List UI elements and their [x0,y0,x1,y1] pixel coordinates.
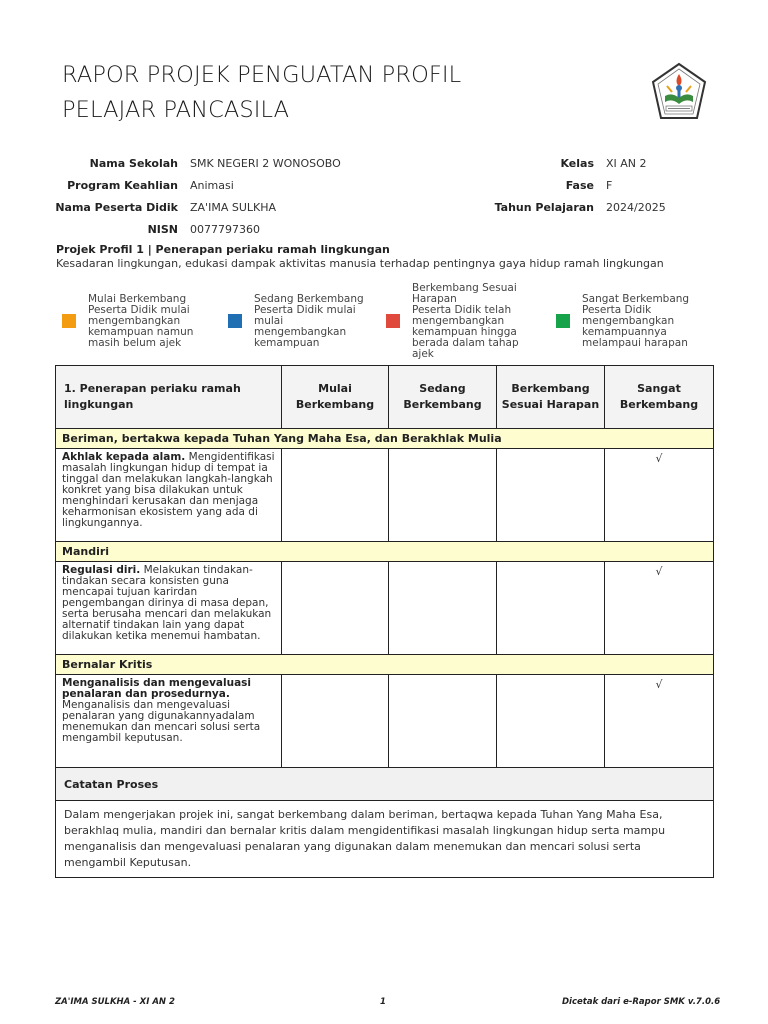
label-school: Nama Sekolah [89,156,178,170]
header-sangat: Sangat Berkembang [605,366,714,429]
label-class: Kelas [560,156,594,170]
info-row-school [40,152,341,174]
projek-title: Projek Profil 1 | Penerapan periaku ramah lingkungan [56,243,390,256]
cell-mulai [282,562,389,655]
cell-sesuai [497,562,605,655]
info-row-student [40,196,341,218]
label-nisn: NISN [147,222,178,236]
info-row-nisn [40,218,341,240]
school-logo-icon [650,62,708,124]
legend-swatch-red [386,314,400,328]
info-left [40,152,341,240]
cell-sesuai [497,675,605,768]
check-mark: √ [605,562,714,655]
value-phase: F [606,178,613,192]
value-nisn: 0077797360 [190,222,260,236]
catatan-text: Dalam mengerjakan projek ini, sangat berkembang dalam beriman, bertaqwa kepada Tuhan Yang Maha Esa, berakhlaq mulia, mandiri dan bernalar kritis dalam mengidentifikasi masalah lingkungan hidup serta mampu menganalisis dan mengevaluasi penalaran yang digunakan dalam menemukan dan mencari solusi serta mengambil Keputusan. [56,801,714,878]
value-year: 2024/2025 [606,200,666,214]
legend-swatch-orange [62,314,76,328]
legend-swatch-blue [228,314,242,328]
value-student: ZA'IMA SULKHA [190,200,277,214]
element-title: Regulasi diri. [62,564,141,576]
element-text: Melakukan tindakan-tindakan secara konsisten guna mencapai tujuan karirdan pengembangan dirinya di masa depan, serta berusaha mencari dan melakukan alternatif tindakan lain yang dapat dilakukan ketika menemui hambatan. [62,564,272,642]
dimension-name: Bernalar Kritis [56,655,714,675]
cell-sesuai [497,449,605,542]
element-description [56,675,282,768]
dimension-name: Beriman, bertakwa kepada Tuhan Yang Maha Esa, dan Berakhlak Mulia [56,429,714,449]
info-row-program [40,174,341,196]
check-mark: √ [605,449,714,542]
value-school: SMK NEGERI 2 WONOSOBO [190,156,341,170]
footer-printed-by: Dicetak dari e-Rapor SMK v.7.0.6 [562,997,721,1007]
cell-sedang [389,675,497,768]
element-row [56,675,714,768]
header-mulai: Mulai Berkembang [282,366,389,429]
table-header-row [56,366,714,429]
projek-section [56,243,716,271]
element-row [56,562,714,655]
report-title-line1: RAPOR PROJEK PENGUATAN PROFIL [62,62,462,88]
cell-mulai [282,449,389,542]
projek-description: Kesadaran lingkungan, edukasi dampak aktivitas manusia terhadap pentingnya gaya hidup ramah lingkungan [56,257,664,270]
legend-swatch-green [556,314,570,328]
footer-page-number: 1 [380,997,386,1007]
label-year: Tahun Pelajaran [494,200,594,214]
value-class: XI AN 2 [606,156,647,170]
element-text: Menganalisis dan mengevaluasi penalaran yang digunakannyadalam menemukan dan mencari solusi serta mengambil keputusan. [62,699,261,744]
element-text: Mengidentifikasi masalah lingkungan hidup di tempat ia tinggal dan melakukan langkah-langkah konkret yang bisa dilakukan untuk menghindari kerusakan dan menjaga keharmonisan ekosistem yang ada di lingkungannya. [62,451,275,529]
catatan-label: Catatan Proses [56,768,714,801]
check-mark: √ [605,675,714,768]
legend-text-sesuai: Berkembang Sesuai Harapan Peserta Didik telah mengembangkan kemampuan hingga berada dalam tahap ajek [412,282,519,360]
info-row-year [478,196,666,218]
element-description [56,562,282,655]
cell-mulai [282,675,389,768]
header-sedang: Sedang Berkembang [389,366,497,429]
info-row-class [478,152,666,174]
label-program: Program Keahlian [67,178,178,192]
value-program: Animasi [190,178,234,192]
footer-student: ZA'IMA SULKHA - XI AN 2 [55,997,175,1007]
header-sesuai: Berkembang Sesuai Harapan [497,366,605,429]
legend-text-sedang: Sedang Berkembang Peserta Didik mulai mulai mengembangkan kemampuan [254,293,364,349]
label-phase: Fase [565,178,594,192]
element-row [56,449,714,542]
label-student: Nama Peserta Didik [55,200,178,214]
report-title-line2: PELAJAR PANCASILA [62,97,290,123]
dimension-row [56,655,714,675]
catatan-row [56,801,714,878]
cell-sedang [389,562,497,655]
element-title: Menganalisis dan mengevaluasi penalaran dan prosedurnya. [62,677,252,700]
info-row-phase [478,174,666,196]
catatan-header-row [56,768,714,801]
legend-text-sangat: Sangat Berkembang Peserta Didik mengembangkan kemampuannya melampaui harapan [582,293,690,349]
element-title: Akhlak kepada alam. [62,451,186,463]
legend-text-mulai: Mulai Berkembang Peserta Didik mulai mengembangkan kemampuan namun masih belum ajek [88,293,194,349]
dimension-row [56,429,714,449]
info-right [478,152,666,218]
header-element: 1. Penerapan periaku ramah lingkungan [56,366,282,429]
cell-sedang [389,449,497,542]
assessment-table [55,365,714,878]
element-description [56,449,282,542]
report-title [62,58,582,128]
dimension-row [56,542,714,562]
dimension-name: Mandiri [56,542,714,562]
